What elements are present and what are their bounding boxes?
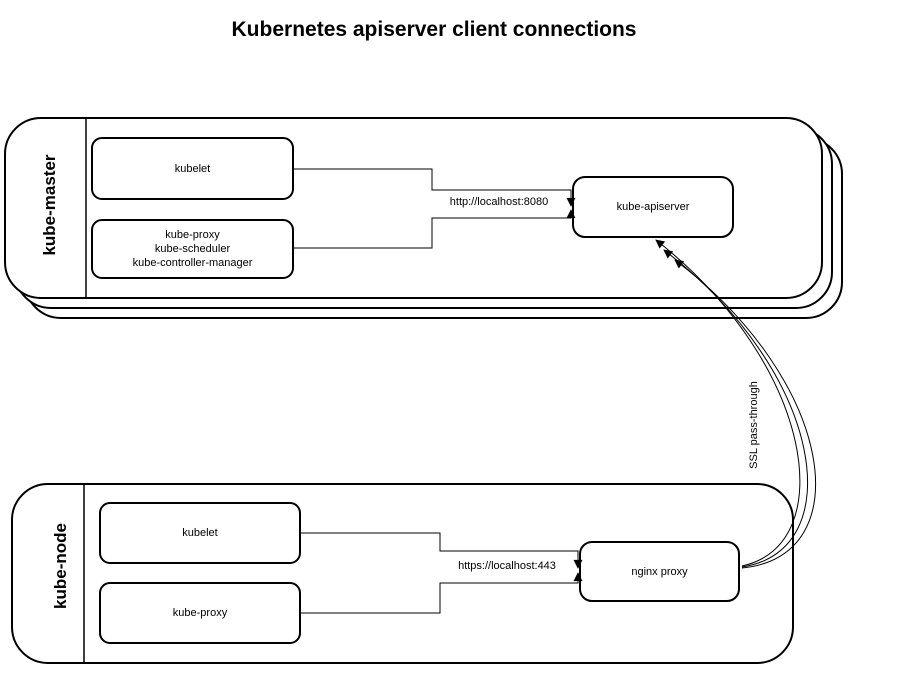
master-kubelet-label: kubelet: [174, 162, 211, 175]
master-services-line-2: kube-scheduler: [154, 243, 231, 255]
nginx-proxy-label: nginx proxy: [631, 565, 688, 578]
edge-label-http-localhost-8080: http://localhost:8080: [449, 196, 549, 208]
kube-node-label: kube-node: [51, 523, 70, 609]
node-kube-proxy-label: kube-proxy: [172, 607, 228, 619]
diagram-title: Kubernetes apiserver client connections: [231, 18, 637, 41]
node-kubelet-label: kubelet: [182, 527, 218, 539]
master-services-line-1: kube-proxy: [165, 229, 220, 241]
master-services-line-3: kube-controller-manager: [132, 257, 253, 269]
kube-apiserver-label: kube-apiserver: [616, 201, 690, 213]
edge-label-ssl-pass-through: SSL pass-through: [748, 381, 760, 469]
kube-master-label: kube-master: [40, 154, 59, 256]
edge-label-https-localhost-443: https://localhost:443: [458, 560, 556, 572]
master-services-label: [92, 220, 293, 278]
